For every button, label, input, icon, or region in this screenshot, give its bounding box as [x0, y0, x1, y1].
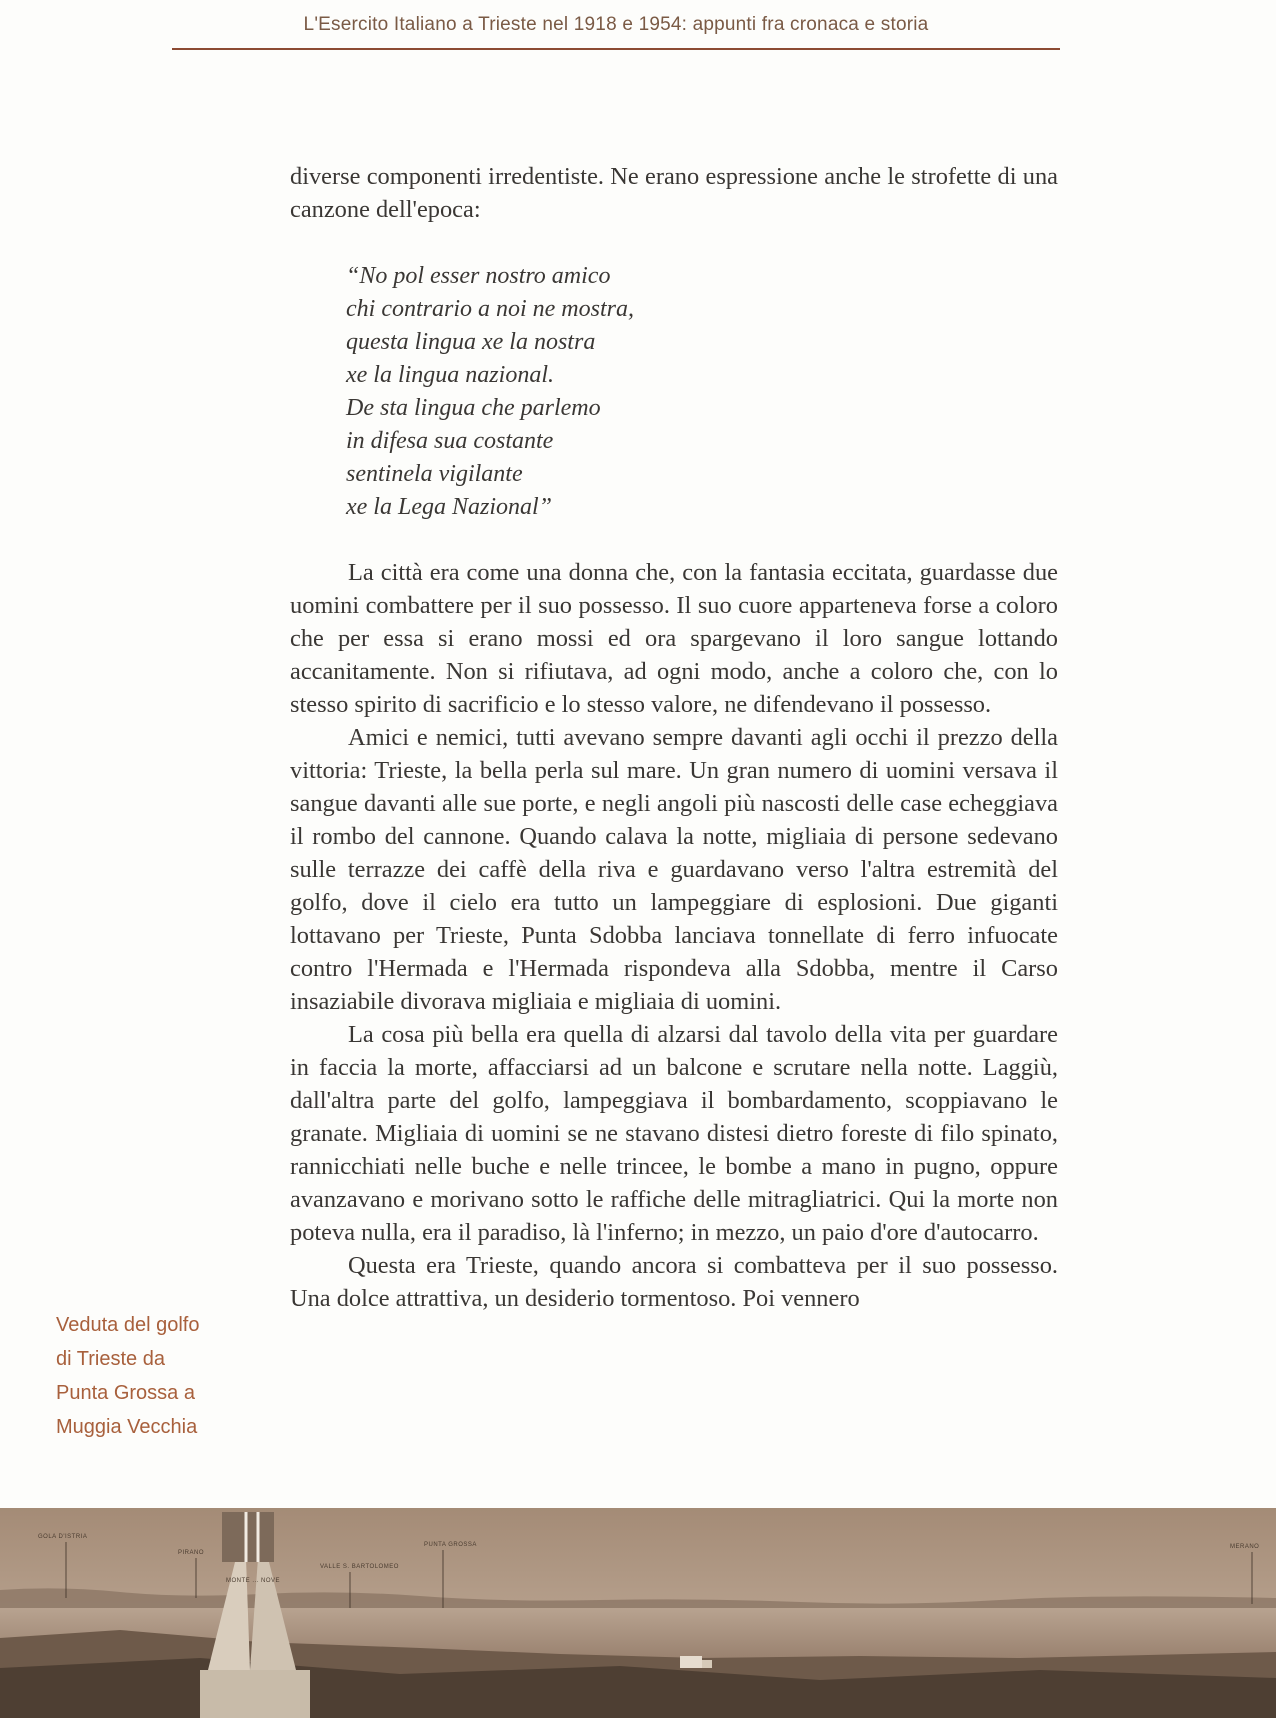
photo-label: MONTE ... NOVE	[226, 1578, 281, 1584]
main-text	[290, 160, 1058, 1315]
caption-line: Muggia Vecchia	[56, 1416, 198, 1438]
panorama-image	[0, 1508, 1276, 1718]
intro-paragraph: diverse componenti irredentiste. Ne erano espressione anche le strofette di una canzone dell'epoca:	[290, 163, 1058, 223]
paragraph: La cosa più bella era quella di alzarsi dal tavolo della vita per guardare in faccia la morte, affacciarsi ad un balcone e scrutare nella notte. Laggiù, dall'altra parte del golfo, lampeggiava il bombardamento, scoppiavano le granate. Migliaia di uomini se ne stavano distesi dietro foreste di filo spinato, rannicchiati nelle buche e nelle trincee, le bombe a mano in pugno, oppure avanzavano e morivano sotto le raffiche delle mitragliatrici. Qui la morte non poteva nulla, era il paradiso, là l'inferno; in mezzo, un paio d'ore d'autocarro.	[290, 1021, 1058, 1246]
running-header: L'Esercito Italiano a Trieste nel 1918 e 1954: appunti fra cronaca e storia	[303, 14, 929, 35]
header-rule	[172, 48, 1060, 50]
caption-line: di Trieste da	[56, 1348, 165, 1370]
poem-line: “No pol esser nostro amico	[346, 263, 611, 289]
photo-caption	[56, 1308, 246, 1444]
paragraph: Amici e nemici, tutti avevano sempre davanti agli occhi il prezzo della vittoria: Trieste, la bella perla sul mare. Un gran numero di uomini versava il sangue davanti alle sue porte, e negli angoli più nascosti delle case echeggiava il rombo del cannone. Quando calava la notte, migliaia di persone sedevano sulle terrazze dei caffè della riva e guardavano verso l'altra estremità del golfo, dove il cielo era tutto un lampeggiare di esplosioni. Due giganti lottavano per Trieste, Punta Sdobba lanciava tonnellate di ferro infuocate contro l'Hermada e l'Hermada rispondeva alla Sdobba, mentre il Carso insaziabile divorava migliaia e migliaia di uomini.	[290, 724, 1058, 1015]
poem-line: De sta lingua che parlemo	[346, 395, 601, 421]
poem-line: questa lingua xe la nostra	[346, 329, 596, 355]
panorama-photo	[0, 1508, 1276, 1718]
poem	[346, 260, 1058, 524]
caption-line: Veduta del golfo	[56, 1314, 200, 1336]
distant-building	[702, 1660, 712, 1668]
photo-label: VALLE S. BARTOLOMEO	[320, 1564, 399, 1570]
photo-label: MERANO	[1230, 1544, 1260, 1550]
paragraph: La città era come una donna che, con la fantasia eccitata, guardasse due uomini combattere per il suo possesso. Il suo cuore apparteneva forse a coloro che per essa si erano mossi ed ora spargevano il loro sangue lottando accanitamente. Non si rifiutava, ad ogni modo, anche a coloro che, con lo stesso spirito di sacrificio e lo stesso valore, ne difendevano il possesso.	[290, 559, 1058, 718]
monument-top	[222, 1512, 274, 1562]
poem-line: xe la Lega Nazional”	[346, 494, 553, 520]
poem-line: chi contrario a noi ne mostra,	[346, 296, 634, 322]
poem-line: in difesa sua costante	[346, 428, 554, 454]
distant-building	[680, 1656, 702, 1668]
poem-line: xe la lingua nazional.	[346, 362, 554, 388]
caption-line: Punta Grossa a	[56, 1382, 195, 1404]
poem-line: sentinela vigilante	[346, 461, 523, 487]
paragraph: Questa era Trieste, quando ancora si combatteva per il suo possesso. Una dolce attrattiva, un desiderio tormentoso. Poi vennero	[290, 1252, 1058, 1312]
photo-label: GOLA D'ISTRIA	[38, 1534, 88, 1540]
photo-label: PUNTA GROSSA	[424, 1542, 477, 1548]
monument-base	[200, 1670, 310, 1718]
photo-label: PIRANO	[178, 1550, 205, 1556]
